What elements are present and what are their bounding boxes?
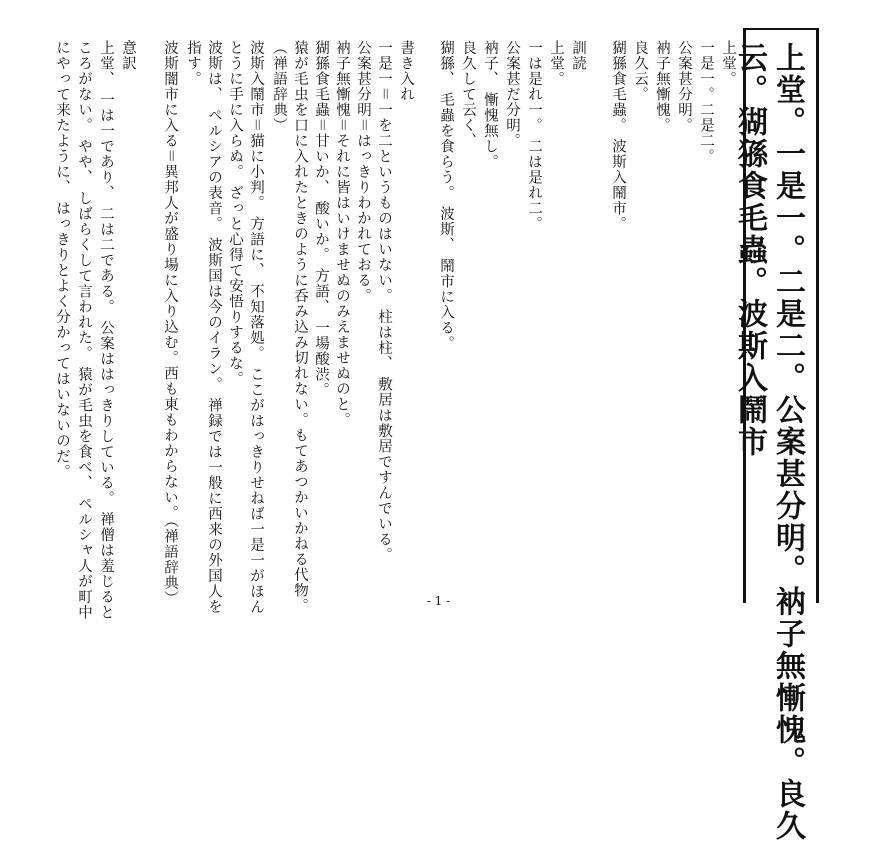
kundoku-line: 猢猻、 毛蟲を食らう。 波斯、 鬧市に入る。 bbox=[438, 40, 454, 352]
kakiire-line: 指す。 bbox=[185, 40, 201, 87]
kakiire-line: （禅語辞典） bbox=[271, 40, 287, 133]
kundoku-line: 公案甚だ分明。 bbox=[504, 40, 520, 149]
kakiire-line: 猿が毛虫を口に入れたときのように呑み込み切れない。もてあつかいかねる代物。 bbox=[292, 40, 308, 614]
top-rule bbox=[743, 28, 819, 30]
kakiire-line: 波斯入鬧市＝猫に小判。 方語に、 不知落処。 ここがはっきりせねば一是一がほん bbox=[248, 40, 264, 615]
kakiire-line: 猢猻食毛蟲＝甘いか、 酸いか。 方語、 一場酸渋。 bbox=[313, 40, 329, 398]
transcription-line: 良久云。 bbox=[632, 40, 648, 102]
kakiire-line: 一是一＝一を二というものはいない。 柱は柱、 敷居は敷居ですんでいる。 bbox=[376, 40, 392, 563]
original-line-1: 上堂。一是一。二是二。公案甚分明。衲子無慚愧。良久 bbox=[770, 42, 805, 842]
kakiire-line: 公案甚分明＝はっきりわかれておる。 bbox=[355, 40, 371, 304]
kakiire-heading: 書き入れ bbox=[398, 40, 414, 102]
original-line-2: 云。猢猻食毛蟲。波斯入鬧市 bbox=[732, 42, 767, 458]
kundoku-line: 衲子、 慚愧無し。 bbox=[482, 40, 498, 170]
kakiire-line: とうに手に入らぬ。 ざっと心得て安悟りするな。 bbox=[227, 40, 243, 387]
kundoku-heading: 訓読 bbox=[570, 40, 586, 71]
transcription-line: 猢猻食毛蟲。 波斯入鬧市。 bbox=[610, 40, 626, 232]
right-rule bbox=[816, 28, 819, 603]
yakuyaku-line: 上堂、 一は一であり、 二は二である。 公案ははっきりしている。 禅僧は羞じると bbox=[98, 40, 114, 621]
transcription-line: 衲子無慚愧。 bbox=[654, 40, 670, 133]
kakiire-line: 波斯は、 ペルシアの表音。 波斯国は今のイラン。 禅録では一般に西来の外国人を bbox=[206, 40, 222, 615]
original-text-block bbox=[732, 28, 809, 842]
kundoku-line: 上堂。 bbox=[548, 40, 564, 87]
transcription-line: 公案甚分明。 bbox=[676, 40, 692, 133]
transcription-line: 上堂。 bbox=[720, 40, 736, 87]
kundoku-line: 一は是れ一。 二は是れ二。 bbox=[526, 40, 542, 232]
kundoku-line: 良久して云く、 bbox=[460, 40, 476, 149]
page-number: - 1 - bbox=[426, 594, 451, 608]
yakuyaku-line: ころがない。 やや、 しばらくして言われた。 猿が毛虫を食べ、 ペルシャ人が町中 bbox=[76, 40, 92, 621]
kakiire-line: 波斯闇市に入る＝異邦人が盛り場に入り込む。西も東もわからない。（禅語辞典） bbox=[162, 40, 178, 607]
kakiire-line: 衲子無慚愧＝それに皆はいけませぬのみえませぬのと。 bbox=[334, 40, 350, 428]
yakuyaku-heading: 意訳 bbox=[120, 40, 136, 71]
yakuyaku-line: にやって来たように、 はっきりとよく分かってはいないのだ。 bbox=[54, 40, 70, 480]
transcription-line: 一是一。二是二。 bbox=[698, 40, 714, 164]
